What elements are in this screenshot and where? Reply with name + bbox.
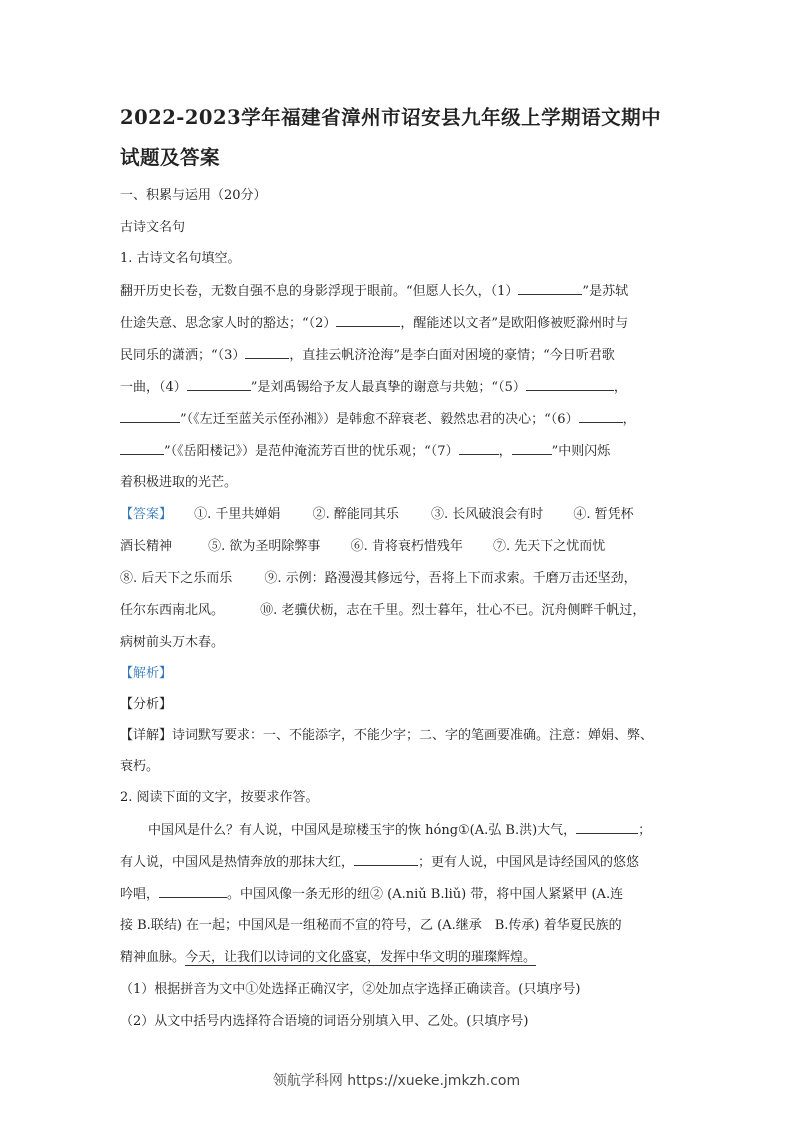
passage-line-2: 有人说，中国风是热情奔放的那抹大红， ；更有人说，中国风是诗经国风的悠悠 bbox=[120, 852, 639, 873]
title-line-1: 2022-2023学年福建省漳州市诏安县九年级上学期语文期中 bbox=[120, 106, 662, 129]
q1-line-7: 着积极进取的光芒。 bbox=[120, 475, 238, 490]
q1-line-3: 民同乐的潇洒；“（3） ，直挂云帆济沧海”是李白面对困境的豪情；“今日听君歌 bbox=[120, 345, 615, 366]
passage-blank-1 bbox=[576, 820, 638, 834]
blank-3 bbox=[245, 345, 289, 359]
blank-5a bbox=[526, 377, 614, 391]
underlined-sentence: 今天，让我们以诗词的文化盛宴，发挥中华文明的璀璨辉煌。 bbox=[185, 950, 537, 965]
answer-line-4: 任尔东西南北风。 ⑩. 老骥伏枥，志在千里。烈士暮年，壮心不已。沉舟侧畔千帆过， bbox=[120, 603, 646, 618]
q1-line-4: 一曲，（4） ”是刘禹锡给予友人最真挚的谢意与共勉；“（5） ， bbox=[120, 377, 627, 398]
blank-2 bbox=[336, 313, 400, 327]
passage-line-5: 精神血脉。今天，让我们以诗词的文化盛宴，发挥中华文明的璀璨辉煌。 bbox=[120, 950, 537, 965]
question-1-header: 1. 古诗文名句填空。 bbox=[120, 251, 241, 266]
blank-6a bbox=[579, 409, 623, 423]
answer-line-2: 酒长精神 ⑤. 欲为圣明除弊事 ⑥. 肯将衰朽惜残年 ⑦. 先天下之忧而忧 bbox=[120, 539, 606, 554]
passage-line-3: 吟唱， 。中国风像一条无形的纽② (A.niǔ B.liǔ) 带，将中国人紧紧甲 (A.连 bbox=[120, 884, 623, 905]
document-title bbox=[120, 98, 680, 178]
q1-line-2: 仕途失意、思念家人时的豁达；“（2） ，醒能述以文者”是欧阳修被贬滁州时与 bbox=[120, 313, 628, 334]
passage-line-4: 接 B.联结) 在一起；中国风是一组秘而不宣的符号，乙 (A.继承 B.传承) 着华夏民族的 bbox=[120, 918, 622, 933]
sub-question-2: （2）从文中括号内选择符合语境的词语分别填入甲、乙处。(只填序号) bbox=[120, 1014, 529, 1029]
footer-watermark: 领航学科网 https://xueke.jmkzh.com bbox=[272, 1073, 521, 1089]
passage-blank-3 bbox=[159, 884, 227, 898]
q1-line-5: ”（《左迁至蓝关示侄孙湘》）是韩愈不辞衰老、毅然忠君的决心；“（6） ， bbox=[120, 409, 636, 430]
passage-line-1: 中国风是什么？有人说，中国风是琼楼玉宇的恢 hóng①(A.弘 B.洪)大气， ； bbox=[148, 820, 651, 841]
title-line-2: 试题及答案 bbox=[120, 146, 221, 169]
answer-line-5: 病树前头万木春。 bbox=[120, 635, 225, 650]
detail-line-1: 【详解】诗词默写要求：一、不能添字，不能少字；二、字的笔画要准确。注意：婵娟、弊、 bbox=[120, 728, 654, 743]
blank-4 bbox=[187, 377, 251, 391]
blank-5b bbox=[120, 409, 180, 423]
subsection-heading: 古诗文名句 bbox=[120, 220, 186, 235]
answer-line-3: ⑧. 后天下之乐而乐 ⑨. 示例：路漫漫其修远兮，吾将上下而求索。千磨万击还坚劲， bbox=[120, 571, 637, 586]
blank-7b bbox=[512, 441, 552, 455]
blank-7a bbox=[459, 441, 499, 455]
q1-line-1: 翻开历史长卷，无数自强不息的身影浮现于眼前。“但愿人长久，（1） ”是苏轼 bbox=[120, 281, 628, 302]
q1-line-6: ”（《岳阳楼记》）是范仲淹流芳百世的忧乐观；“（7） ， ”中则闪烁 bbox=[120, 441, 610, 462]
answer-label: 【答案】 bbox=[120, 507, 173, 522]
blank-1 bbox=[518, 281, 582, 295]
detail-line-2: 衰朽。 bbox=[120, 759, 160, 774]
analysis-label: 【解析】 bbox=[120, 666, 173, 681]
answer-line-1: 【答案】 ①. 千里共婵娟 ②. 醉能同其乐 ③. 长风破浪会有时 ④. 暂凭杯 bbox=[120, 507, 634, 522]
sub-question-1: （1）根据拼音为文中①处选择正确汉字，②处加点字选择正确读音。(只填序号) bbox=[120, 982, 581, 997]
passage-blank-2 bbox=[354, 852, 418, 866]
section-heading: 一、积累与运用（20分） bbox=[120, 188, 267, 203]
question-2-header: 2. 阅读下面的文字，按要求作答。 bbox=[120, 790, 319, 805]
fenxi-label: 【分析】 bbox=[120, 697, 173, 712]
blank-6b bbox=[120, 441, 164, 455]
